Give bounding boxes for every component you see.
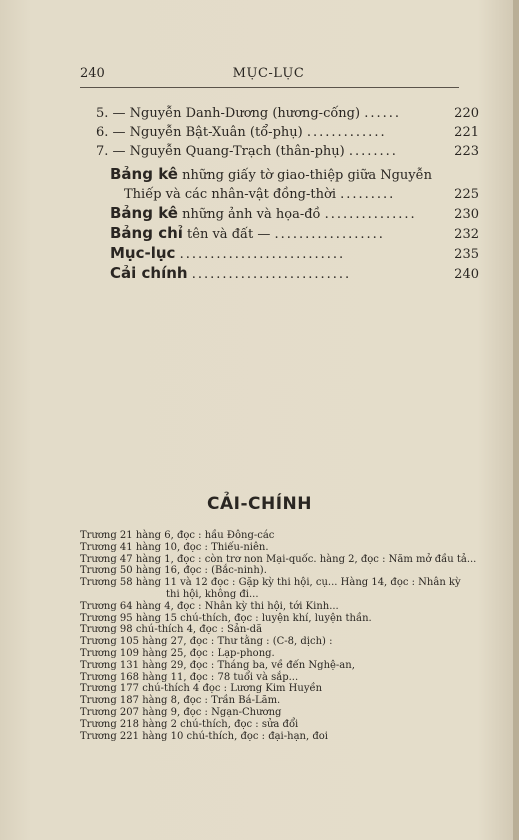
toc-page: 220 xyxy=(454,106,479,121)
section-text: những ảnh và họa-đồ xyxy=(177,207,321,222)
errata-line: Trương 41 hàng 10, đọc : Thiếu-niên. xyxy=(80,541,269,553)
section-row xyxy=(96,165,479,185)
section-page: 240 xyxy=(454,267,479,282)
page-header xyxy=(80,66,457,81)
page-edge xyxy=(513,0,519,840)
errata-title: CẢI-CHÍNH xyxy=(207,494,312,514)
errata-line: Trương 168 hàng 11, đọc : 78 tuổi và sắp... xyxy=(80,671,299,683)
errata-line: Trương 187 hàng 8, đọc : Trần Bá-Lãm. xyxy=(80,695,281,707)
header-rule xyxy=(80,87,459,88)
errata-line: Trương 109 hàng 25, đọc : Lạp-phong. xyxy=(80,647,275,659)
toc-row: 5. — Nguyễn Danh-Dương (hương-cống) ...... 220 xyxy=(96,106,479,121)
section-page: 235 xyxy=(454,247,479,262)
section-row: Bảng chỉ tên và đất — .................. 232 xyxy=(110,224,479,242)
page-number: 240 xyxy=(80,66,105,81)
errata-line: Trương 221 hàng 10 chú-thích, đọc : đại-hạn, đoi xyxy=(80,730,328,742)
errata-line: Trương 21 hàng 6, đọc : hầu Đông-các xyxy=(80,530,275,541)
errata-line: Trương 98 chú-thích 4, đọc : Sản-dã xyxy=(80,624,263,636)
errata-line: Trương 177 chú-thích 4 đọc : Lương Kim Huyền xyxy=(80,683,323,695)
running-title: MỤC-LỤC xyxy=(232,66,305,81)
errata-list xyxy=(80,530,489,742)
section-row: Mục-lục ........................... 235 xyxy=(110,244,479,262)
section-text: tên và đất — xyxy=(182,227,271,242)
errata-line: Trương 207 hàng 9, đọc : Ngạn-Chương xyxy=(80,706,282,718)
errata-line: Trương 218 hàng 2 chú-thích, đọc : sửa đổi xyxy=(80,718,299,730)
section-row: Thiếp và các nhân-vật đồng-thời ......... 225 xyxy=(124,187,479,202)
errata-line: Trương 47 hàng 1, đọc : còn trơ non Mại-quốc. hàng 2, đọc : Năm mở đầu tả... xyxy=(80,553,477,565)
errata-line: Trương 58 hàng 11 và 12 đọc : Gặp kỳ thi hội, cụ... Hàng 14, đọc : Nhân kỳ xyxy=(80,577,461,589)
section-lead: Bảng chỉ xyxy=(110,224,183,242)
toc-row: 6. — Nguyễn Bật-Xuân (tổ-phụ) ............. 221 xyxy=(96,125,479,140)
toc-page: 223 xyxy=(454,144,479,159)
errata-line: thi hội, không đi... xyxy=(166,588,259,600)
section-row: Cải chính .......................... 240 xyxy=(110,264,479,282)
section-text: Thiếp và các nhân-vật đồng-thời xyxy=(124,187,336,202)
section-row: Bảng kê những ảnh và họa-đồ ............... 230 xyxy=(110,204,479,222)
errata-line: Trương 64 hàng 4, đọc : Nhân kỳ thi hội, tới Kinh... xyxy=(80,600,339,612)
section-page: 225 xyxy=(454,187,479,202)
errata-line: Trương 105 hàng 27, đọc : Thư tằng : (C-8, dịch) : xyxy=(80,636,333,648)
toc-entry-text: 7. — Nguyễn Quang-Trạch (thân-phụ) xyxy=(96,144,345,159)
errata-line: Trương 50 hàng 16, đọc : (Bắc-ninh). xyxy=(80,565,267,577)
section-lead: Cải chính xyxy=(110,264,188,282)
toc-entry-text: 6. — Nguyễn Bật-Xuân (tổ-phụ) xyxy=(96,125,303,140)
errata-line: Trương 95 hàng 15 chú-thích, đọc : luyện khí, luyện thần. xyxy=(80,612,372,624)
table-of-contents xyxy=(96,104,479,284)
section-lead: Mục-lục xyxy=(110,244,176,262)
errata-line: Trương 131 hàng 29, đọc : Tháng ba, về đến Nghệ-an, xyxy=(80,659,355,671)
toc-entry-text: 5. — Nguyễn Danh-Dương (hương-cống) xyxy=(96,106,361,121)
toc-page: 221 xyxy=(454,125,479,140)
toc-row: 7. — Nguyễn Quang-Trạch (thân-phụ) ........ 223 xyxy=(96,144,479,159)
section-lead: Bảng kê xyxy=(110,165,178,183)
section-lead: Bảng kê xyxy=(110,204,178,222)
section-page: 230 xyxy=(454,207,479,222)
section-text: những giấy tờ giao-thiệp giữa Nguyễn xyxy=(177,168,433,183)
section-page: 232 xyxy=(454,227,479,242)
